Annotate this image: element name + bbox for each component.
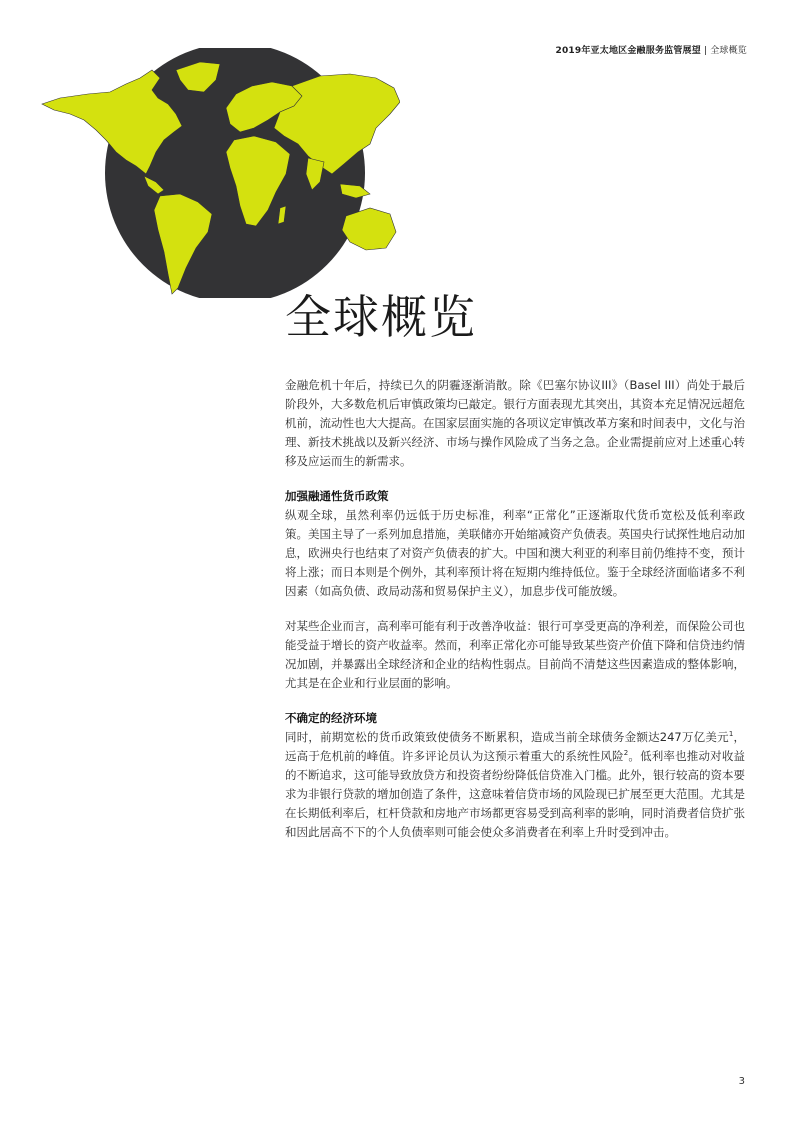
footnote-ref-2[interactable]: 2 — [623, 749, 629, 758]
header-title: 2019年亚太地区金融服务监管展望 — [555, 46, 701, 56]
header-section: 全球概览 — [710, 46, 747, 56]
intro-paragraph: 金融危机十年后，持续已久的阴霾逐渐消散。除《巴塞尔协议III》（Basel III）尚处于最后阶段外，大多数危机后审慎政策均已敲定。银行方面表现尤其突出，其资本充足情况远超危机前，流动性也大大提高。在国家层面实施的各项议定审慎改革方案和时间表中，文化与治理、新技术挑战以及新兴经济、市场与操作风险成了当务之急。企业需提前应对上述重心转移及应运而生的新需求。 — [285, 378, 745, 468]
world-globe-illustration — [40, 48, 400, 298]
economic-text-part-1: 同时，前期宽松的货币政策致使债务不断累积，造成当前全球债务金额达247万亿美元 — [285, 730, 729, 744]
page-number: 3 — [738, 1076, 745, 1087]
monetary-policy-paragraph-1: 纵观全球，虽然利率仍远低于历史标准，利率“正常化”正逐渐取代货币宽松及低利率政策。美国主导了一系列加息措施，美联储亦开始缩减资产负债表。英国央行试探性地启动加息，欧洲央行也结束了对资产负债表的扩大。中国和澳大利亚的利率目前仍维持不变，预计将上涨；而日本则是个例外，其利率预计将在短期内维持低位。鉴于全球经济面临诸多不利因素（如高负债、政局动荡和贸易保护主义），加息步伐可能放缓。 — [285, 508, 745, 598]
economic-text-part-2: ，远高于危机前的峰值。许多评论员认为这预示着重大的系统性风险 — [285, 730, 745, 763]
economic-text-part-3: 。低利率也推动对收益的不断追求，这可能导致放贷方和投资者纷纷降低信贷准入门槛。此外，银行较高的资本要求为非银行贷款的增加创造了条件，这意味着信贷市场的风险现已扩展至更大范围。尤其是在长期低利率后，杠杆贷款和房地产市场都更容易受到高利率的影响，同时消费者信贷扩张和因此居高不下的个人负债率则可能会使众多消费者在利率上升时受到冲击。 — [285, 749, 746, 839]
header-separator: | — [703, 46, 708, 56]
running-header — [556, 43, 748, 56]
monetary-policy-paragraph-2: 对某些企业而言，高利率可能有利于改善净收益：银行可享受更高的净利差，而保险公司也能受益于增长的资产收益率。然而，利率正常化亦可能导致某些资产价值下降和信贷违约情况加剧，并暴露出全球经济和企业的结构性弱点。目前尚不清楚这些因素造成的整体影响，尤其是在企业和行业层面的影响。 — [285, 619, 745, 690]
economic-environment-paragraph — [285, 728, 745, 842]
footnote-ref-1[interactable]: 1 — [728, 730, 734, 739]
main-content — [285, 376, 745, 858]
section-heading-economic-environment: 不确定的经济环境 — [285, 711, 377, 725]
section-heading-monetary-policy: 加强融通性货币政策 — [285, 489, 389, 503]
page-title: 全球概览 — [285, 290, 477, 344]
